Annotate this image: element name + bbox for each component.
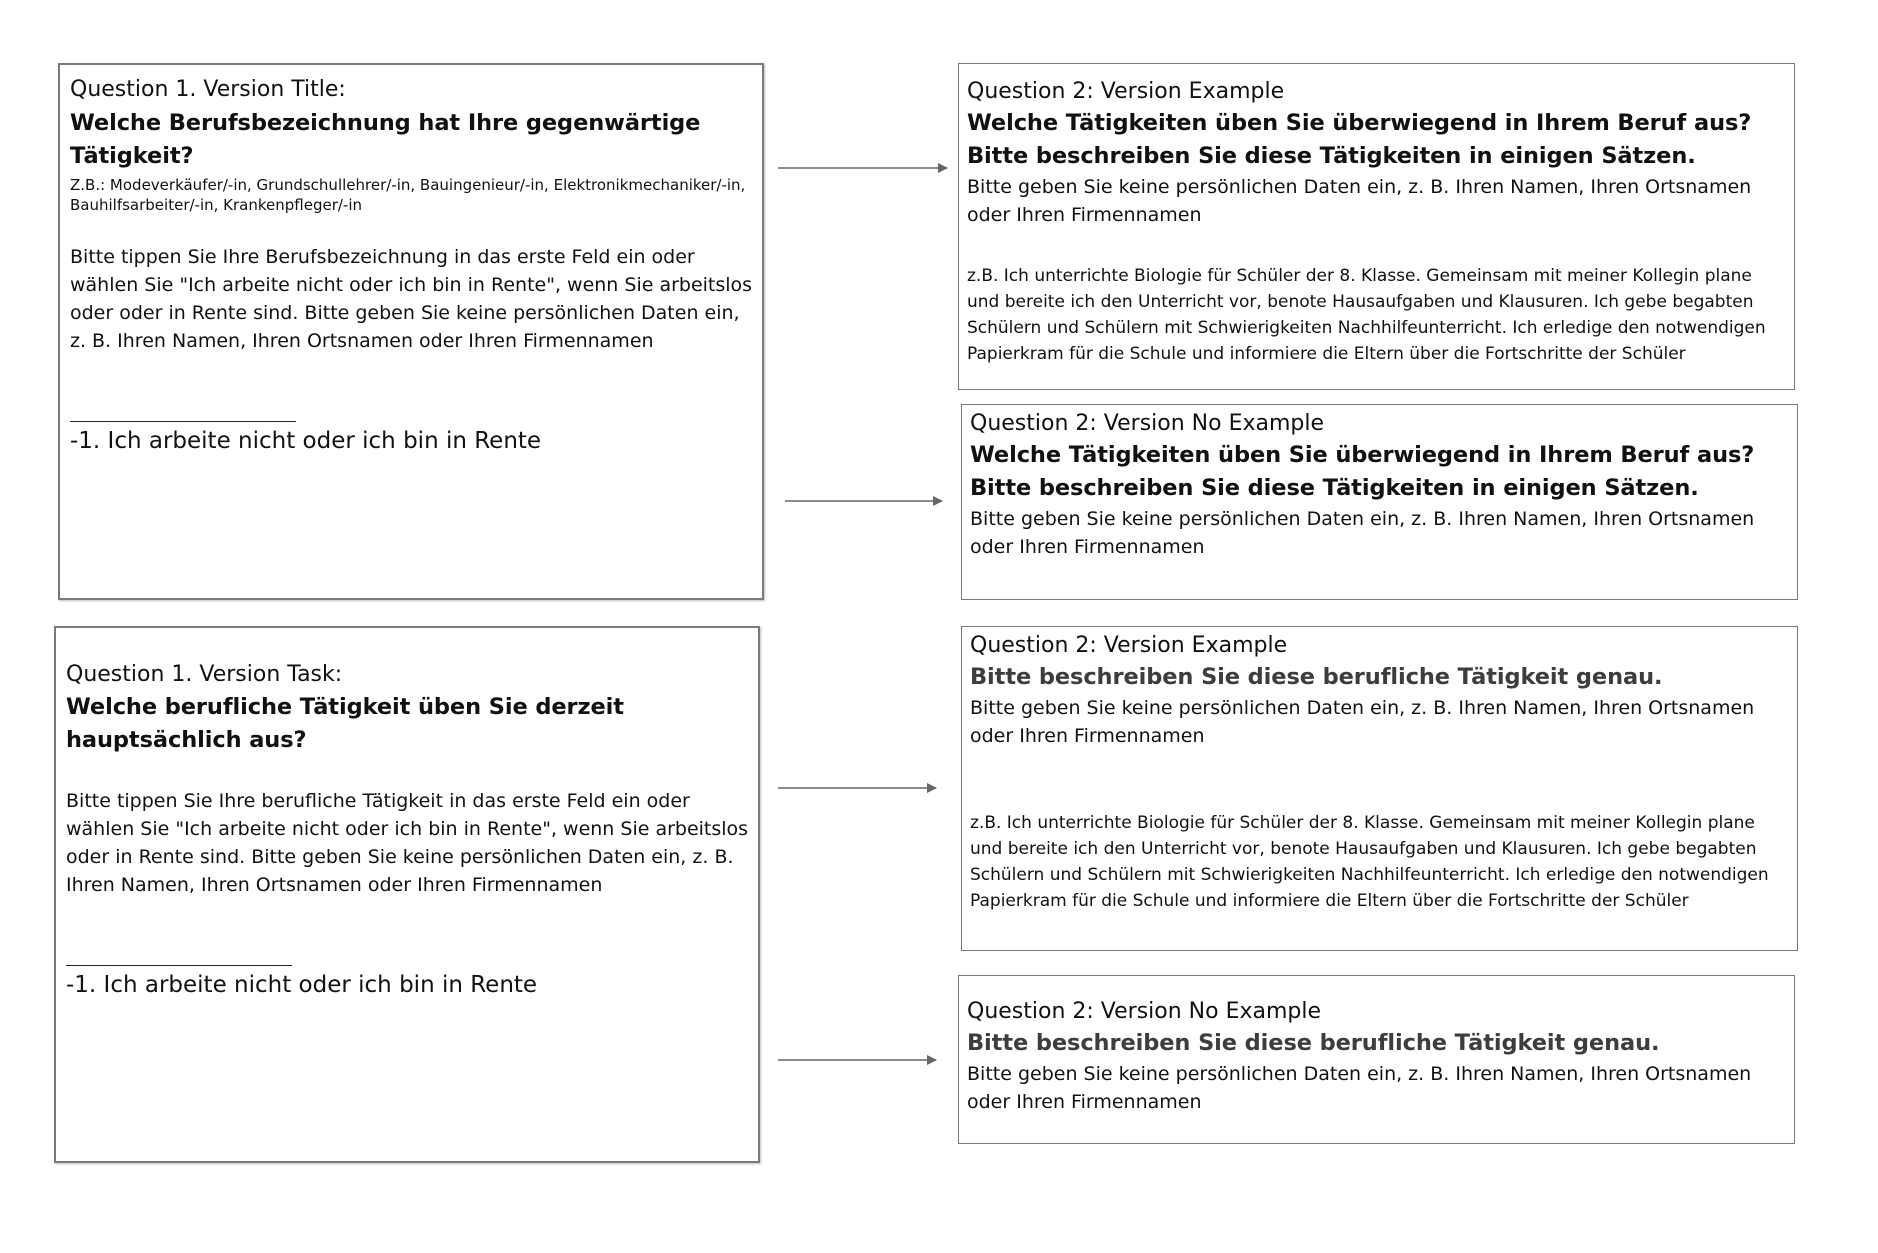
q2-title-example-text: z.B. Ich unterrichte Biologie für Schüler der 8. Klasse. Gemeinsam mit meiner Kollegin plane und bereite ich den Unterricht vor, benote Hausaufgaben und Klausuren. Ich gebe begabten Schülern und Schülern mit Schwierigkeiten Nachhilfeunterricht. Ich erledige den notwendigen Papierkram für die Schule und informiere die Eltern über die Fortschritte der Schüler (967, 266, 1766, 364)
q1-title-examples: Z.B.: Modeverkäufer/-in, Grundschullehrer/-in, Bauingenieur/-in, Elektronikmechaniker/-in, Bauhilfsarbeiter/-in, Krankenpfleger/-in (70, 176, 746, 214)
q2-title-noexample-question-line1: Welche Tätigkeiten üben Sie überwiegend in Ihrem Beruf aus? (970, 442, 1755, 468)
q2-task-example-privacy: Bitte geben Sie keine persönlichen Daten ein, z. B. Ihren Namen, Ihren Ortsnamen oder Ihren Firmennamen (970, 697, 1755, 747)
q2-task-noexample-privacy: Bitte geben Sie keine persönlichen Daten ein, z. B. Ihren Namen, Ihren Ortsnamen oder Ihren Firmennamen (967, 1063, 1752, 1113)
q2-task-example-box (961, 626, 1798, 951)
q1-task-heading: Question 1. Version Task: (66, 662, 343, 687)
q2-task-example-heading: Question 2: Version Example (970, 633, 1288, 658)
q2-task-noexample-heading: Question 2: Version No Example (967, 999, 1322, 1024)
q1-task-option-not-working[interactable]: -1. Ich arbeite nicht oder ich bin in Rente (66, 972, 538, 998)
q2-title-example-question-line2: Bitte beschreiben Sie diese Tätigkeiten in einigen Sätzen. (967, 143, 1696, 169)
q1-title-heading: Question 1. Version Title: (70, 77, 346, 102)
q2-title-noexample-question-line2: Bitte beschreiben Sie diese Tätigkeiten in einigen Sätzen. (970, 475, 1699, 501)
q2-title-noexample-privacy: Bitte geben Sie keine persönlichen Daten ein, z. B. Ihren Namen, Ihren Ortsnamen oder Ihren Firmennamen (970, 508, 1755, 558)
q2-title-example-privacy: Bitte geben Sie keine persönlichen Daten ein, z. B. Ihren Namen, Ihren Ortsnamen oder Ihren Firmennamen (967, 176, 1752, 226)
q1-task-box (54, 626, 760, 1163)
q2-title-noexample-box (961, 404, 1798, 600)
q2-task-noexample-question: Bitte beschreiben Sie diese berufliche Tätigkeit genau. (967, 1030, 1660, 1056)
q1-title-answer-field[interactable] (70, 421, 296, 422)
q2-task-example-question: Bitte beschreiben Sie diese berufliche Tätigkeit genau. (970, 664, 1663, 690)
q1-task-instruction: Bitte tippen Sie Ihre berufliche Tätigkeit in das erste Feld ein oder wählen Sie "Ich arbeite nicht oder ich bin in Rente", wenn Sie arbeitslos oder in Rente sind. Bitte geben Sie keine persönlichen Daten ein, z. B. Ihren Namen, Ihren Ortsnamen oder Ihren Firmennamen (66, 790, 749, 896)
q2-title-example-question-line1: Welche Tätigkeiten üben Sie überwiegend in Ihrem Beruf aus? (967, 110, 1752, 136)
q1-task-question: Welche berufliche Tätigkeit üben Sie derzeit hauptsächlich aus? (66, 694, 624, 753)
q1-title-option-not-working[interactable]: -1. Ich arbeite nicht oder ich bin in Rente (70, 428, 542, 454)
q1-task-answer-field[interactable] (66, 965, 292, 966)
q2-task-example-text: z.B. Ich unterrichte Biologie für Schüler der 8. Klasse. Gemeinsam mit meiner Kollegin plane und bereite ich den Unterricht vor, benote Hausaufgaben und Klausuren. Ich gebe begabten Schülern und Schülern mit Schwierigkeiten Nachhilfeunterricht. Ich erledige den notwendigen Papierkram für die Schule und informiere die Eltern über die Fortschritte der Schüler (970, 813, 1769, 911)
q2-task-noexample-box (958, 975, 1795, 1144)
q1-title-instruction: Bitte tippen Sie Ihre Berufsbezeichnung in das erste Feld ein oder wählen Sie "Ich arbeite nicht oder ich bin in Rente", wenn Sie arbeitslos oder oder in Rente sind. Bitte geben Sie keine persönlichen Daten ein, z. B. Ihren Namen, Ihren Ortsnamen oder Ihren Firmennamen (70, 246, 753, 352)
q2-title-example-box (958, 63, 1795, 390)
q1-title-question: Welche Berufsbezeichnung hat Ihre gegenwärtige Tätigkeit? (70, 110, 701, 169)
q2-title-noexample-heading: Question 2: Version No Example (970, 411, 1325, 436)
q2-title-example-heading: Question 2: Version Example (967, 79, 1285, 104)
q1-title-box (58, 63, 764, 600)
